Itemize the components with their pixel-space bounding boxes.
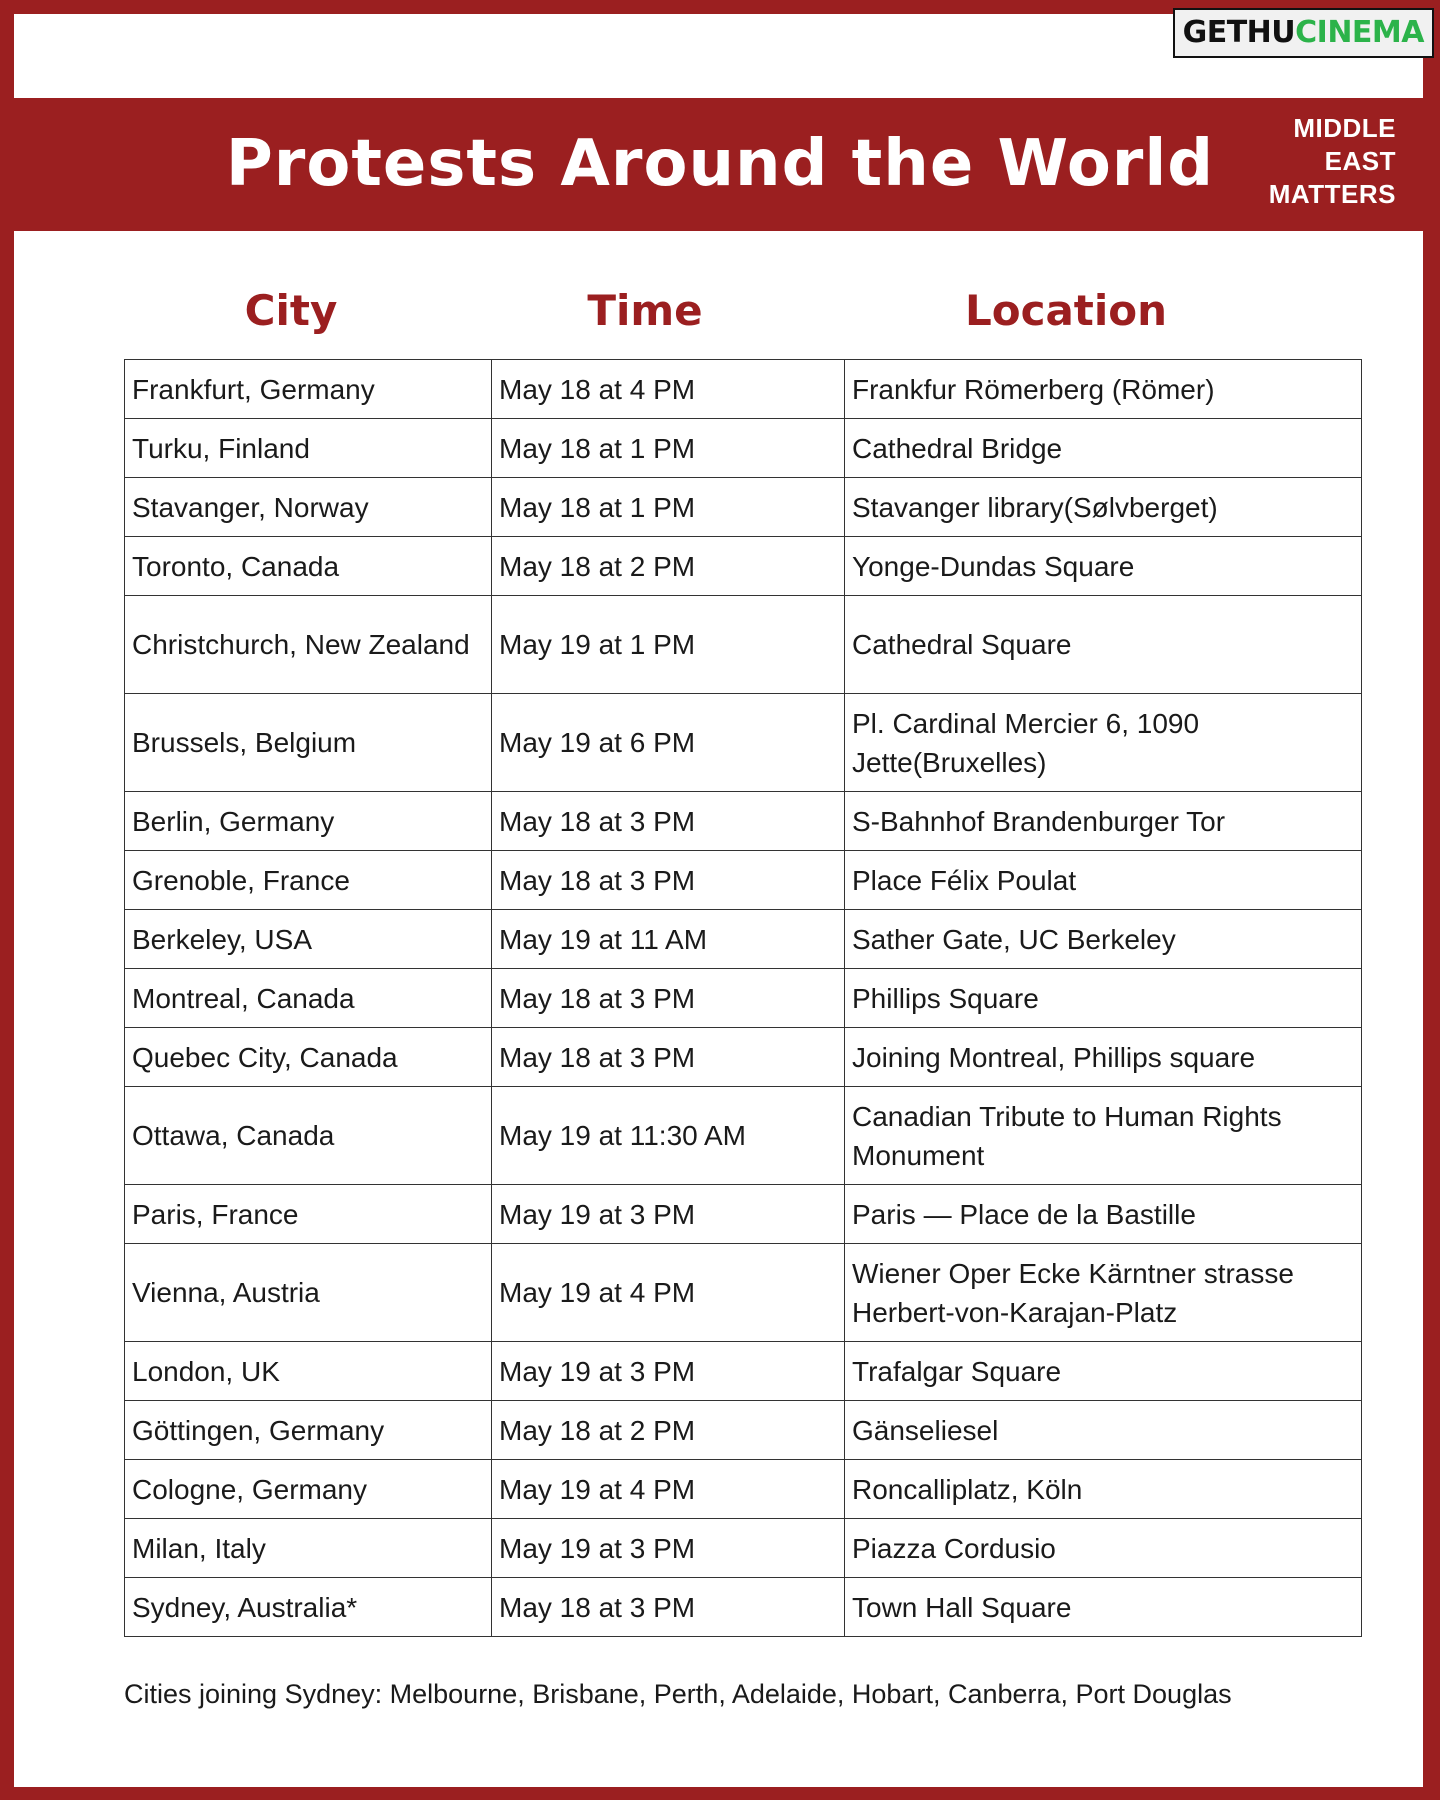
location-cell: Roncalliplatz, Köln — [845, 1460, 1362, 1519]
table-row — [125, 694, 1362, 792]
location-cell: Gänseliesel — [845, 1401, 1362, 1460]
column-header-city: City — [244, 286, 338, 335]
city-cell: Göttingen, Germany — [125, 1401, 492, 1460]
location-cell: Sather Gate, UC Berkeley — [845, 910, 1362, 969]
city-cell: Frankfurt, Germany — [125, 360, 492, 419]
brand-line-2: EAST — [1324, 146, 1396, 176]
watermark-part-2: CINEMA — [1295, 15, 1424, 50]
table-row — [125, 419, 1362, 478]
time-cell: May 18 at 2 PM — [492, 1401, 845, 1460]
time-cell: May 18 at 4 PM — [492, 360, 845, 419]
table-row — [125, 1342, 1362, 1401]
city-cell: Berkeley, USA — [125, 910, 492, 969]
city-cell: Toronto, Canada — [125, 537, 492, 596]
location-cell: Cathedral Bridge — [845, 419, 1362, 478]
footnote: Cities joining Sydney: Melbourne, Brisbane, Perth, Adelaide, Hobart, Canberra, Port Douglas — [124, 1679, 1232, 1709]
location-cell: Piazza Cordusio — [845, 1519, 1362, 1578]
city-cell: London, UK — [125, 1342, 492, 1401]
location-cell: Cathedral Square — [845, 596, 1362, 694]
location-cell: Frankfur Römerberg (Römer) — [845, 360, 1362, 419]
time-cell: May 18 at 2 PM — [492, 537, 845, 596]
time-cell: May 18 at 3 PM — [492, 792, 845, 851]
table-row — [125, 1460, 1362, 1519]
time-cell: May 19 at 6 PM — [492, 694, 845, 792]
location-cell: Place Félix Poulat — [845, 851, 1362, 910]
time-cell: May 19 at 3 PM — [492, 1342, 845, 1401]
time-cell: May 19 at 4 PM — [492, 1244, 845, 1342]
city-cell: Cologne, Germany — [125, 1460, 492, 1519]
time-cell: May 18 at 3 PM — [492, 1578, 845, 1637]
watermark-part-1: GETHU — [1182, 15, 1296, 50]
table-row — [125, 596, 1362, 694]
schedule-table-body — [125, 360, 1362, 1637]
table-row — [125, 1401, 1362, 1460]
city-cell: Milan, Italy — [125, 1519, 492, 1578]
time-cell: May 18 at 1 PM — [492, 478, 845, 537]
city-cell: Ottawa, Canada — [125, 1087, 492, 1185]
location-cell: Wiener Oper Ecke Kärntner strasse Herbert-von-Karajan-Platz — [845, 1244, 1362, 1342]
brand-logo — [1269, 112, 1396, 211]
time-cell: May 19 at 3 PM — [492, 1185, 845, 1244]
time-cell: May 19 at 4 PM — [492, 1460, 845, 1519]
time-cell: May 18 at 1 PM — [492, 419, 845, 478]
title-banner — [0, 98, 1426, 231]
table-row — [125, 969, 1362, 1028]
table-row — [125, 537, 1362, 596]
city-cell: Berlin, Germany — [125, 792, 492, 851]
column-header-time: Time — [587, 286, 703, 335]
location-cell: Stavanger library(Sølvberget) — [845, 478, 1362, 537]
table-row — [125, 910, 1362, 969]
table-row — [125, 360, 1362, 419]
table-row — [125, 792, 1362, 851]
brand-line-1: MIDDLE — [1293, 113, 1396, 143]
location-cell: Trafalgar Square — [845, 1342, 1362, 1401]
time-cell: May 19 at 1 PM — [492, 596, 845, 694]
city-cell: Christchurch, New Zealand — [125, 596, 492, 694]
time-cell: May 19 at 11 AM — [492, 910, 845, 969]
location-cell: Phillips Square — [845, 969, 1362, 1028]
location-cell: S-Bahnhof Brandenburger Tor — [845, 792, 1362, 851]
brand-line-3: MATTERS — [1268, 179, 1396, 209]
time-cell: May 19 at 11:30 AM — [492, 1087, 845, 1185]
column-headers — [0, 285, 1440, 345]
watermark-logo — [1173, 8, 1434, 58]
table-row — [125, 1028, 1362, 1087]
time-cell: May 18 at 3 PM — [492, 969, 845, 1028]
column-header-location: Location — [964, 286, 1168, 335]
city-cell: Montreal, Canada — [125, 969, 492, 1028]
table-row — [125, 1519, 1362, 1578]
table-row — [125, 478, 1362, 537]
location-cell: Yonge-Dundas Square — [845, 537, 1362, 596]
page-title: Protests Around the World — [225, 127, 1215, 201]
city-cell: Grenoble, France — [125, 851, 492, 910]
city-cell: Brussels, Belgium — [125, 694, 492, 792]
time-cell: May 19 at 3 PM — [492, 1519, 845, 1578]
location-cell: Canadian Tribute to Human Rights Monument — [845, 1087, 1362, 1185]
city-cell: Sydney, Australia* — [125, 1578, 492, 1637]
schedule-table — [124, 359, 1362, 1637]
city-cell: Paris, France — [125, 1185, 492, 1244]
table-row — [125, 1244, 1362, 1342]
city-cell: Quebec City, Canada — [125, 1028, 492, 1087]
table-row — [125, 1185, 1362, 1244]
city-cell: Turku, Finland — [125, 419, 492, 478]
city-cell: Stavanger, Norway — [125, 478, 492, 537]
location-cell: Pl. Cardinal Mercier 6, 1090 Jette(Bruxelles) — [845, 694, 1362, 792]
location-cell: Paris — Place de la Bastille — [845, 1185, 1362, 1244]
location-cell: Joining Montreal, Phillips square — [845, 1028, 1362, 1087]
location-cell: Town Hall Square — [845, 1578, 1362, 1637]
table-row — [125, 851, 1362, 910]
table-row — [125, 1087, 1362, 1185]
time-cell: May 18 at 3 PM — [492, 851, 845, 910]
time-cell: May 18 at 3 PM — [492, 1028, 845, 1087]
table-row — [125, 1578, 1362, 1637]
city-cell: Vienna, Austria — [125, 1244, 492, 1342]
